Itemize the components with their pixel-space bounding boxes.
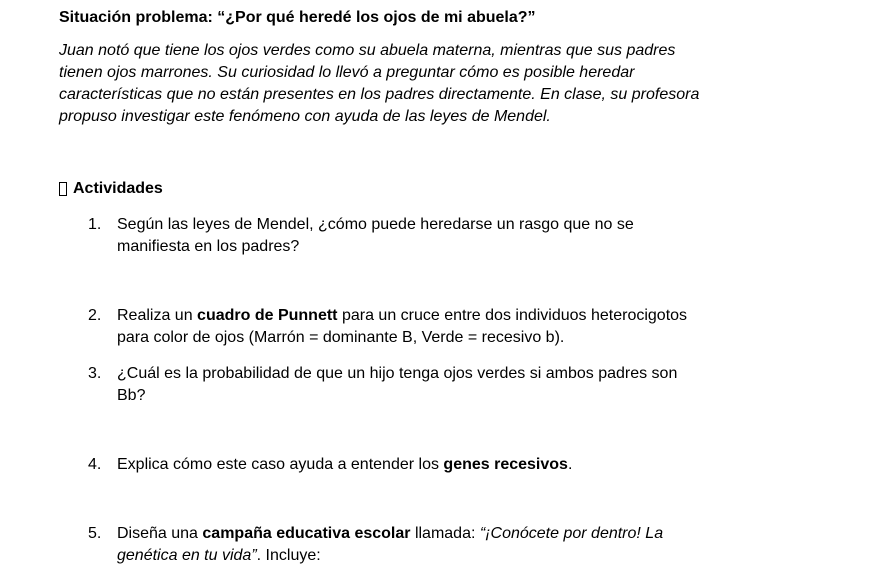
activity-item-2 [88,305,808,349]
activity-item-3 [88,363,808,407]
activity-text: manifiesta en los padres? [117,238,300,255]
activity-number: 3. [88,365,102,382]
intro-line: propuso investigar este fenómeno con ayuda de las leyes de Mendel. [59,108,551,125]
activity-text: para color de ojos (Marrón = dominante B, Verde = recesivo b). [117,329,565,346]
activity-italic-quote: “¡Conócete por dentro! La [479,525,664,542]
activity-text-line [117,454,808,476]
activity-text: Según las leyes de Mendel, ¿cómo puede heredarse un rasgo que no se [117,216,634,233]
activity-text: Bb? [117,387,146,404]
activity-text: . [567,456,573,473]
activity-item-5 [88,523,808,567]
activity-item-1 [88,214,808,258]
activity-text: llamada: [410,525,480,542]
checkbox-square-icon [59,182,67,196]
activity-number: 4. [88,456,102,473]
activity-bold-term: genes recesivos [443,456,568,473]
section-heading [59,179,163,199]
activity-text: Realiza un [117,307,198,324]
intro-line: tienen ojos marrones. Su curiosidad lo llevó a preguntar cómo es posible heredar [59,64,635,81]
activity-number: 5. [88,525,102,542]
activity-text: . Incluye: [256,547,321,564]
activity-text: para un cruce entre dos individuos heterocigotos [337,307,688,324]
activity-bold-term: cuadro de Punnett [197,307,338,324]
intro-line: Juan notó que tiene los ojos verdes como su abuela materna, mientras que sus padres [59,42,676,59]
section-heading-label: Actividades [73,180,163,197]
activity-text-line [117,523,808,545]
activity-bold-term: campaña educativa escolar [202,525,411,542]
activity-text: ¿Cuál es la probabilidad de que un hijo tenga ojos verdes si ambos padres son [117,365,678,382]
page-title: Situación problema: “¿Por qué heredé los ojos de mi abuela?” [59,9,536,26]
intro-paragraph [59,40,819,128]
activity-number: 1. [88,216,102,233]
intro-line: características que no están presentes en los padres directamente. En clase, su profesora [59,86,700,103]
activity-number: 2. [88,307,102,324]
activity-text-line [117,545,808,567]
activity-text: Explica cómo este caso ayuda a entender los [117,456,444,473]
activity-item-4 [88,454,808,476]
activity-italic-quote: genética en tu vida” [117,547,257,564]
activity-text-line [117,305,808,327]
activity-text: Diseña una [117,525,203,542]
